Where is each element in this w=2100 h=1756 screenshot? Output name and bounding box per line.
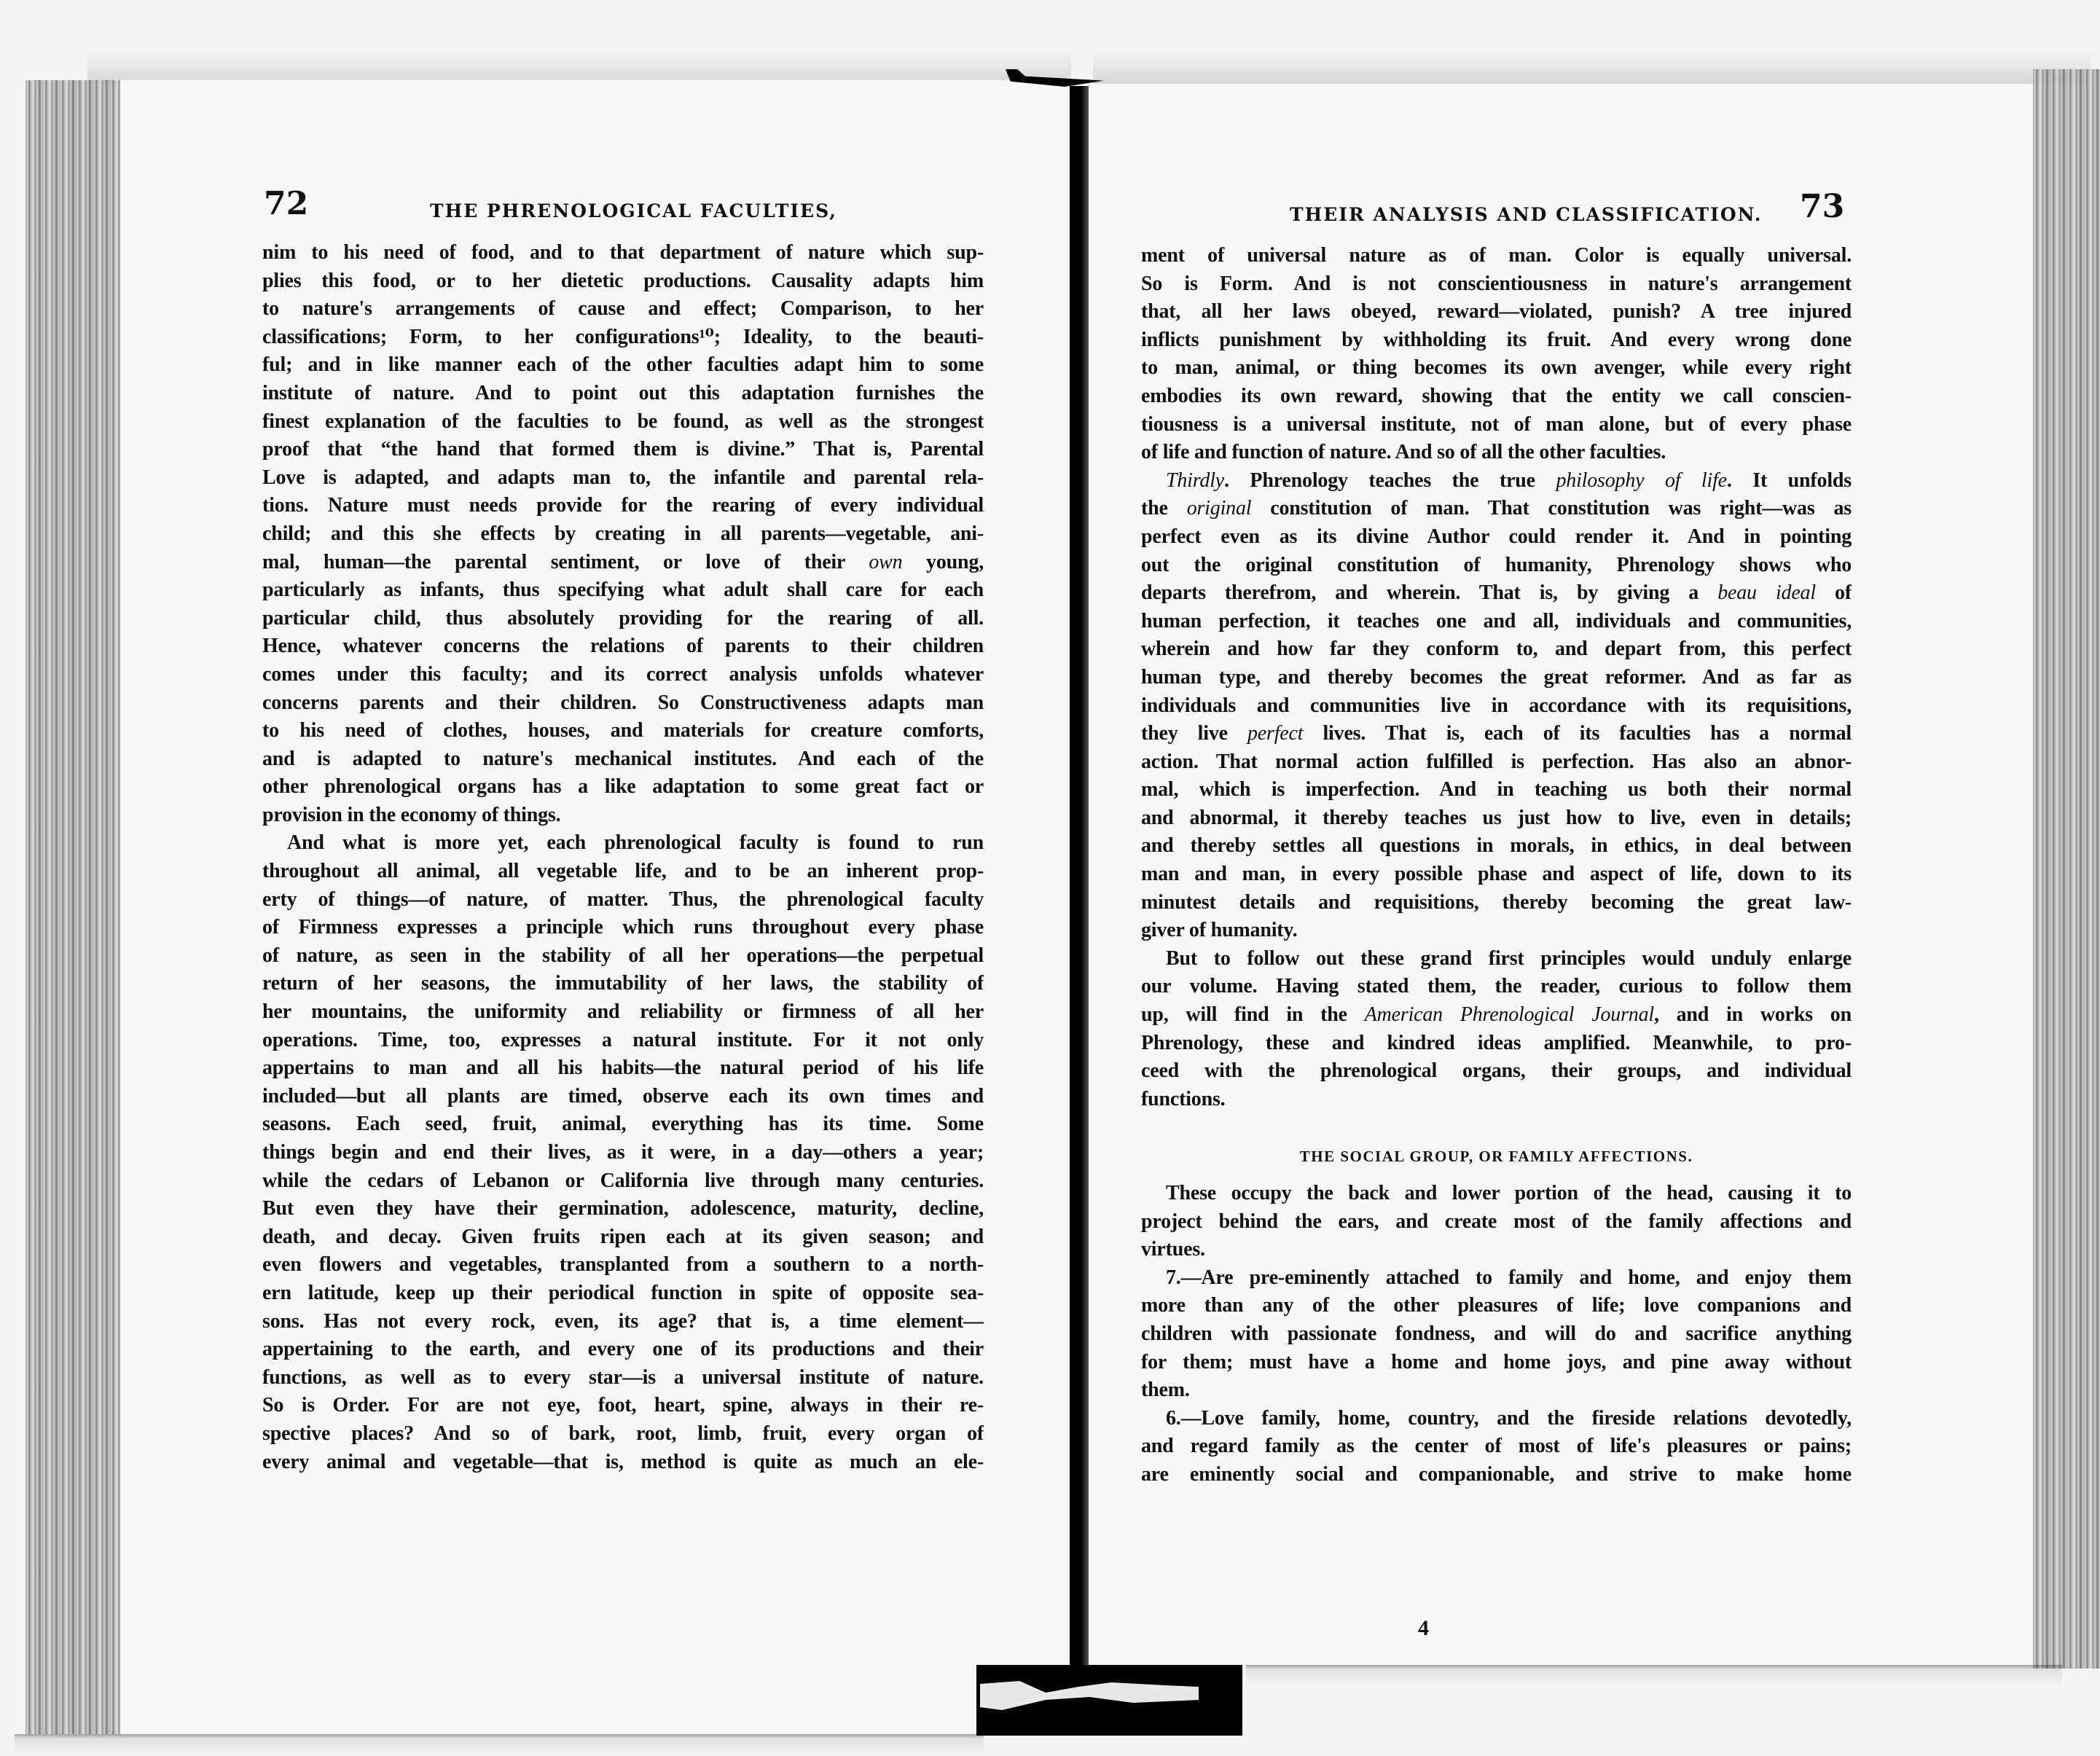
right-page-top-edge [1093, 51, 2091, 84]
text-line: human perfection, it teaches one and all, individuals and communities, [1141, 609, 1852, 632]
text-line: and regard family as the center of most of life's pleasures or pains; [1141, 1435, 1852, 1458]
right-page-bottom-edge [1246, 1665, 2062, 1687]
text-line: classifications; Form, to her configurations¹⁰; Ideality, to the beauti- [262, 325, 984, 348]
text-line: and abnormal, it thereby teaches us just how to live, even in details; [1141, 806, 1852, 829]
text-line: action. That normal action fulfilled is perfection. Has also an abnor- [1141, 750, 1852, 773]
text-line: embodies its own reward, showing that the entity we call conscien- [1141, 384, 1852, 407]
text-line: virtues. [1141, 1238, 1205, 1261]
text-line: other phrenological organs has a like adaptation to some great fact or [262, 775, 984, 799]
text-line: of Firmness expresses a principle which runs throughout every phase [262, 916, 984, 939]
text-line: institute of nature. And to point out this adaptation furnishes the [262, 381, 984, 404]
text-line: inflicts punishment by withholding its fruit. And every wrong done [1141, 328, 1852, 351]
text-line: nim to his need of food, and to that department of nature which sup- [262, 241, 984, 264]
text-line: every animal and vegetable—that is, method is quite as much an ele- [262, 1450, 984, 1473]
text-line: they live perfect lives. That is, each of its faculties has a normal [1141, 722, 1852, 745]
text-line: our volume. Having stated them, the reader, curious to follow them [1141, 975, 1852, 998]
text-line: up, will find in the American Phrenological Journal, and in works on [1141, 1003, 1852, 1027]
text-line: provision in the economy of things. [262, 803, 561, 826]
text-line: So is Form. And is not conscientiousness in nature's arrangement [1141, 272, 1852, 295]
text-line: appertains to man and all his habits—the natural period of his life [262, 1057, 984, 1080]
text-line: These occupy the back and lower portion of the head, causing it to [1166, 1182, 1852, 1204]
binding-tear [980, 1681, 1199, 1710]
right-page-body-before-section [1141, 242, 1852, 1113]
text-line: project behind the ears, and create most of the family affections and [1141, 1210, 1852, 1233]
text-line: Love is adapted, and adapts man to, the infantile and parental rela- [262, 466, 984, 489]
text-line: particularly as infants, thus specifying what adult shall care for each [262, 579, 984, 602]
text-line: erty of things—of nature, of matter. Thus, the phrenological faculty [262, 887, 984, 911]
text-line: return of her seasons, the immutability of her laws, the stability of [262, 972, 984, 995]
text-line: are eminently social and companionable, and strive to make home [1141, 1462, 1852, 1486]
text-line: But even they have their germination, adolescence, maturity, decline, [262, 1197, 984, 1220]
left-page-number: 72 [264, 185, 309, 222]
text-line: giver of humanity. [1141, 919, 1298, 942]
text-line: concerns parents and their children. So Constructiveness adapts man [262, 691, 984, 714]
right-fore-edge [2033, 69, 2100, 1669]
text-line: for them; must have a home and home joys, and pine away without [1141, 1350, 1852, 1373]
section-title: THE SOCIAL GROUP, OR FAMILY AFFECTIONS. [1299, 1148, 1693, 1166]
text-line: more than any of the other pleasures of life; love companions and [1141, 1294, 1852, 1317]
text-line: the original constitution of man. That constitution was right—was as [1141, 497, 1852, 520]
text-line: particular child, thus absolutely providing for the rearing of all. [262, 606, 984, 630]
book-gutter [1070, 86, 1089, 1669]
text-line: So is Order. For are not eye, foot, heart, spine, always in their re- [262, 1394, 984, 1417]
right-running-head: THEIR ANALYSIS AND CLASSIFICATION. [1290, 204, 1763, 225]
text-line: functions, as well as to every star—is a universal institute of nature. [262, 1365, 984, 1389]
text-line: operations. Time, too, expresses a natural institute. For it not only [262, 1028, 984, 1051]
text-line: finest explanation of the faculties to be found, as well as the strongest [262, 409, 984, 433]
text-line: mal, human—the parental sentiment, or love of their own young, [262, 550, 984, 573]
text-line: 7.—Are pre-eminently attached to family and home, and enjoy them [1166, 1266, 1852, 1289]
text-line: proof that “the hand that formed them is divine.” That is, Parental [262, 438, 984, 461]
text-line: while the cedars of Lebanon or California live through many centuries. [262, 1169, 984, 1192]
text-line: to man, animal, or thing becomes its own avenger, while every right [1141, 356, 1852, 380]
text-line: tions. Nature must needs provide for the rearing of every individual [262, 494, 984, 517]
text-line: of life and function of nature. And so of all the other faculties. [1141, 441, 1666, 464]
text-line: But to follow out these grand first principles would unduly enlarge [1166, 946, 1852, 970]
text-line: plies this food, or to her dietetic productions. Causality adapts him [262, 269, 984, 292]
text-line: even flowers and vegetables, transplanted from a southern to a north- [262, 1253, 984, 1277]
text-line: And what is more yet, each phrenological faculty is found to run [287, 831, 984, 855]
text-line: and thereby settles all questions in morals, in ethics, in deal between [1141, 834, 1852, 858]
text-line: spective places? And so of bark, root, limb, fruit, every organ of [262, 1422, 984, 1445]
text-line: ceed with the phrenological organs, their groups, and individual [1141, 1059, 1852, 1083]
text-line: that, all her laws obeyed, reward—violated, punish? A tree injured [1141, 300, 1852, 324]
text-line: minutest details and requisitions, thereby becoming the great law- [1141, 890, 1852, 914]
text-line: appertaining to the earth, and every one of its productions and their [262, 1338, 984, 1361]
text-line: perfect even as its divine Author could render it. And in pointing [1141, 525, 1852, 548]
text-line: and is adapted to nature's mechanical institutes. And each of the [262, 747, 984, 770]
text-line: child; and this she effects by creating in all parents—vegetable, ani- [262, 522, 984, 545]
text-line: ern latitude, keep up their periodical function in spite of opposite sea- [262, 1281, 984, 1304]
text-line: functions. [1141, 1087, 1226, 1110]
text-line: seasons. Each seed, fruit, animal, everything has its time. Some [262, 1113, 984, 1136]
binding-block [976, 1665, 1242, 1736]
right-page-body-after-section [1141, 1180, 1852, 1489]
text-line: her mountains, the uniformity and reliability or firmness of all her [262, 1000, 984, 1024]
text-line: death, and decay. Given fruits ripen each at its given season; and [262, 1225, 984, 1248]
right-page-number: 73 [1800, 188, 1845, 225]
left-running-head: THE PHRENOLOGICAL FACULTIES, [430, 200, 837, 222]
text-line: departs therefrom, and wherein. That is, by giving a beau ideal of [1141, 581, 1852, 605]
text-line: ful; and in like manner each of the other faculties adapt him to some [262, 353, 984, 377]
text-line: of nature, as seen in the stability of all her operations—the perpetual [262, 944, 984, 967]
text-line: sons. Has not every rock, even, its age? that is, a time element— [262, 1309, 984, 1333]
left-page-top-edge [87, 51, 1071, 84]
text-line: tiousness is a universal institute, not of man alone, but of every phase [1141, 412, 1852, 436]
text-line: mal, which is imperfection. And in teaching us both their normal [1141, 778, 1852, 801]
text-line: human type, and thereby becomes the great reformer. And as far as [1141, 665, 1852, 689]
text-line: 6.—Love family, home, country, and the fireside relations devotedly, [1166, 1406, 1852, 1430]
text-line: wherein and how far they conform to, and depart from, this perfect [1141, 638, 1852, 661]
signature-mark: 4 [1418, 1616, 1429, 1640]
text-line: Thirdly. Phrenology teaches the true philosophy of life. It unfolds [1166, 469, 1852, 492]
text-line: ment of universal nature as of man. Color is equally universal. [1141, 244, 1852, 267]
text-line: children with passionate fondness, and will do and sacrifice anything [1141, 1322, 1852, 1345]
text-line: things begin and end their lives, as it were, in a day—others a year; [262, 1141, 984, 1164]
left-page-body [262, 239, 984, 1476]
text-line: comes under this faculty; and its correct analysis unfolds whatever [262, 662, 984, 686]
text-line: Phrenology, these and kindred ideas amplified. Meanwhile, to pro- [1141, 1031, 1852, 1054]
right-page-body [1141, 242, 1852, 1489]
text-line: throughout all animal, all vegetable life, and to be an inherent prop- [262, 860, 984, 883]
text-line: individuals and communities live in accordance with its requisitions, [1141, 694, 1852, 717]
text-line: to nature's arrangements of cause and effect; Comparison, to her [262, 297, 984, 321]
text-line: included—but all plants are timed, observe each its own times and [262, 1084, 984, 1108]
text-line: to his need of clothes, houses, and materials for creature comforts, [262, 719, 984, 742]
left-page-bottom-edge [15, 1734, 984, 1756]
text-line: Hence, whatever concerns the relations of parents to their children [262, 635, 984, 658]
text-line: them. [1141, 1379, 1190, 1402]
text-line: man and man, in every possible phase and aspect of life, down to its [1141, 863, 1852, 886]
left-fore-edge [26, 80, 120, 1734]
text-line: out the original constitution of humanity, Phrenology shows who [1141, 553, 1852, 576]
